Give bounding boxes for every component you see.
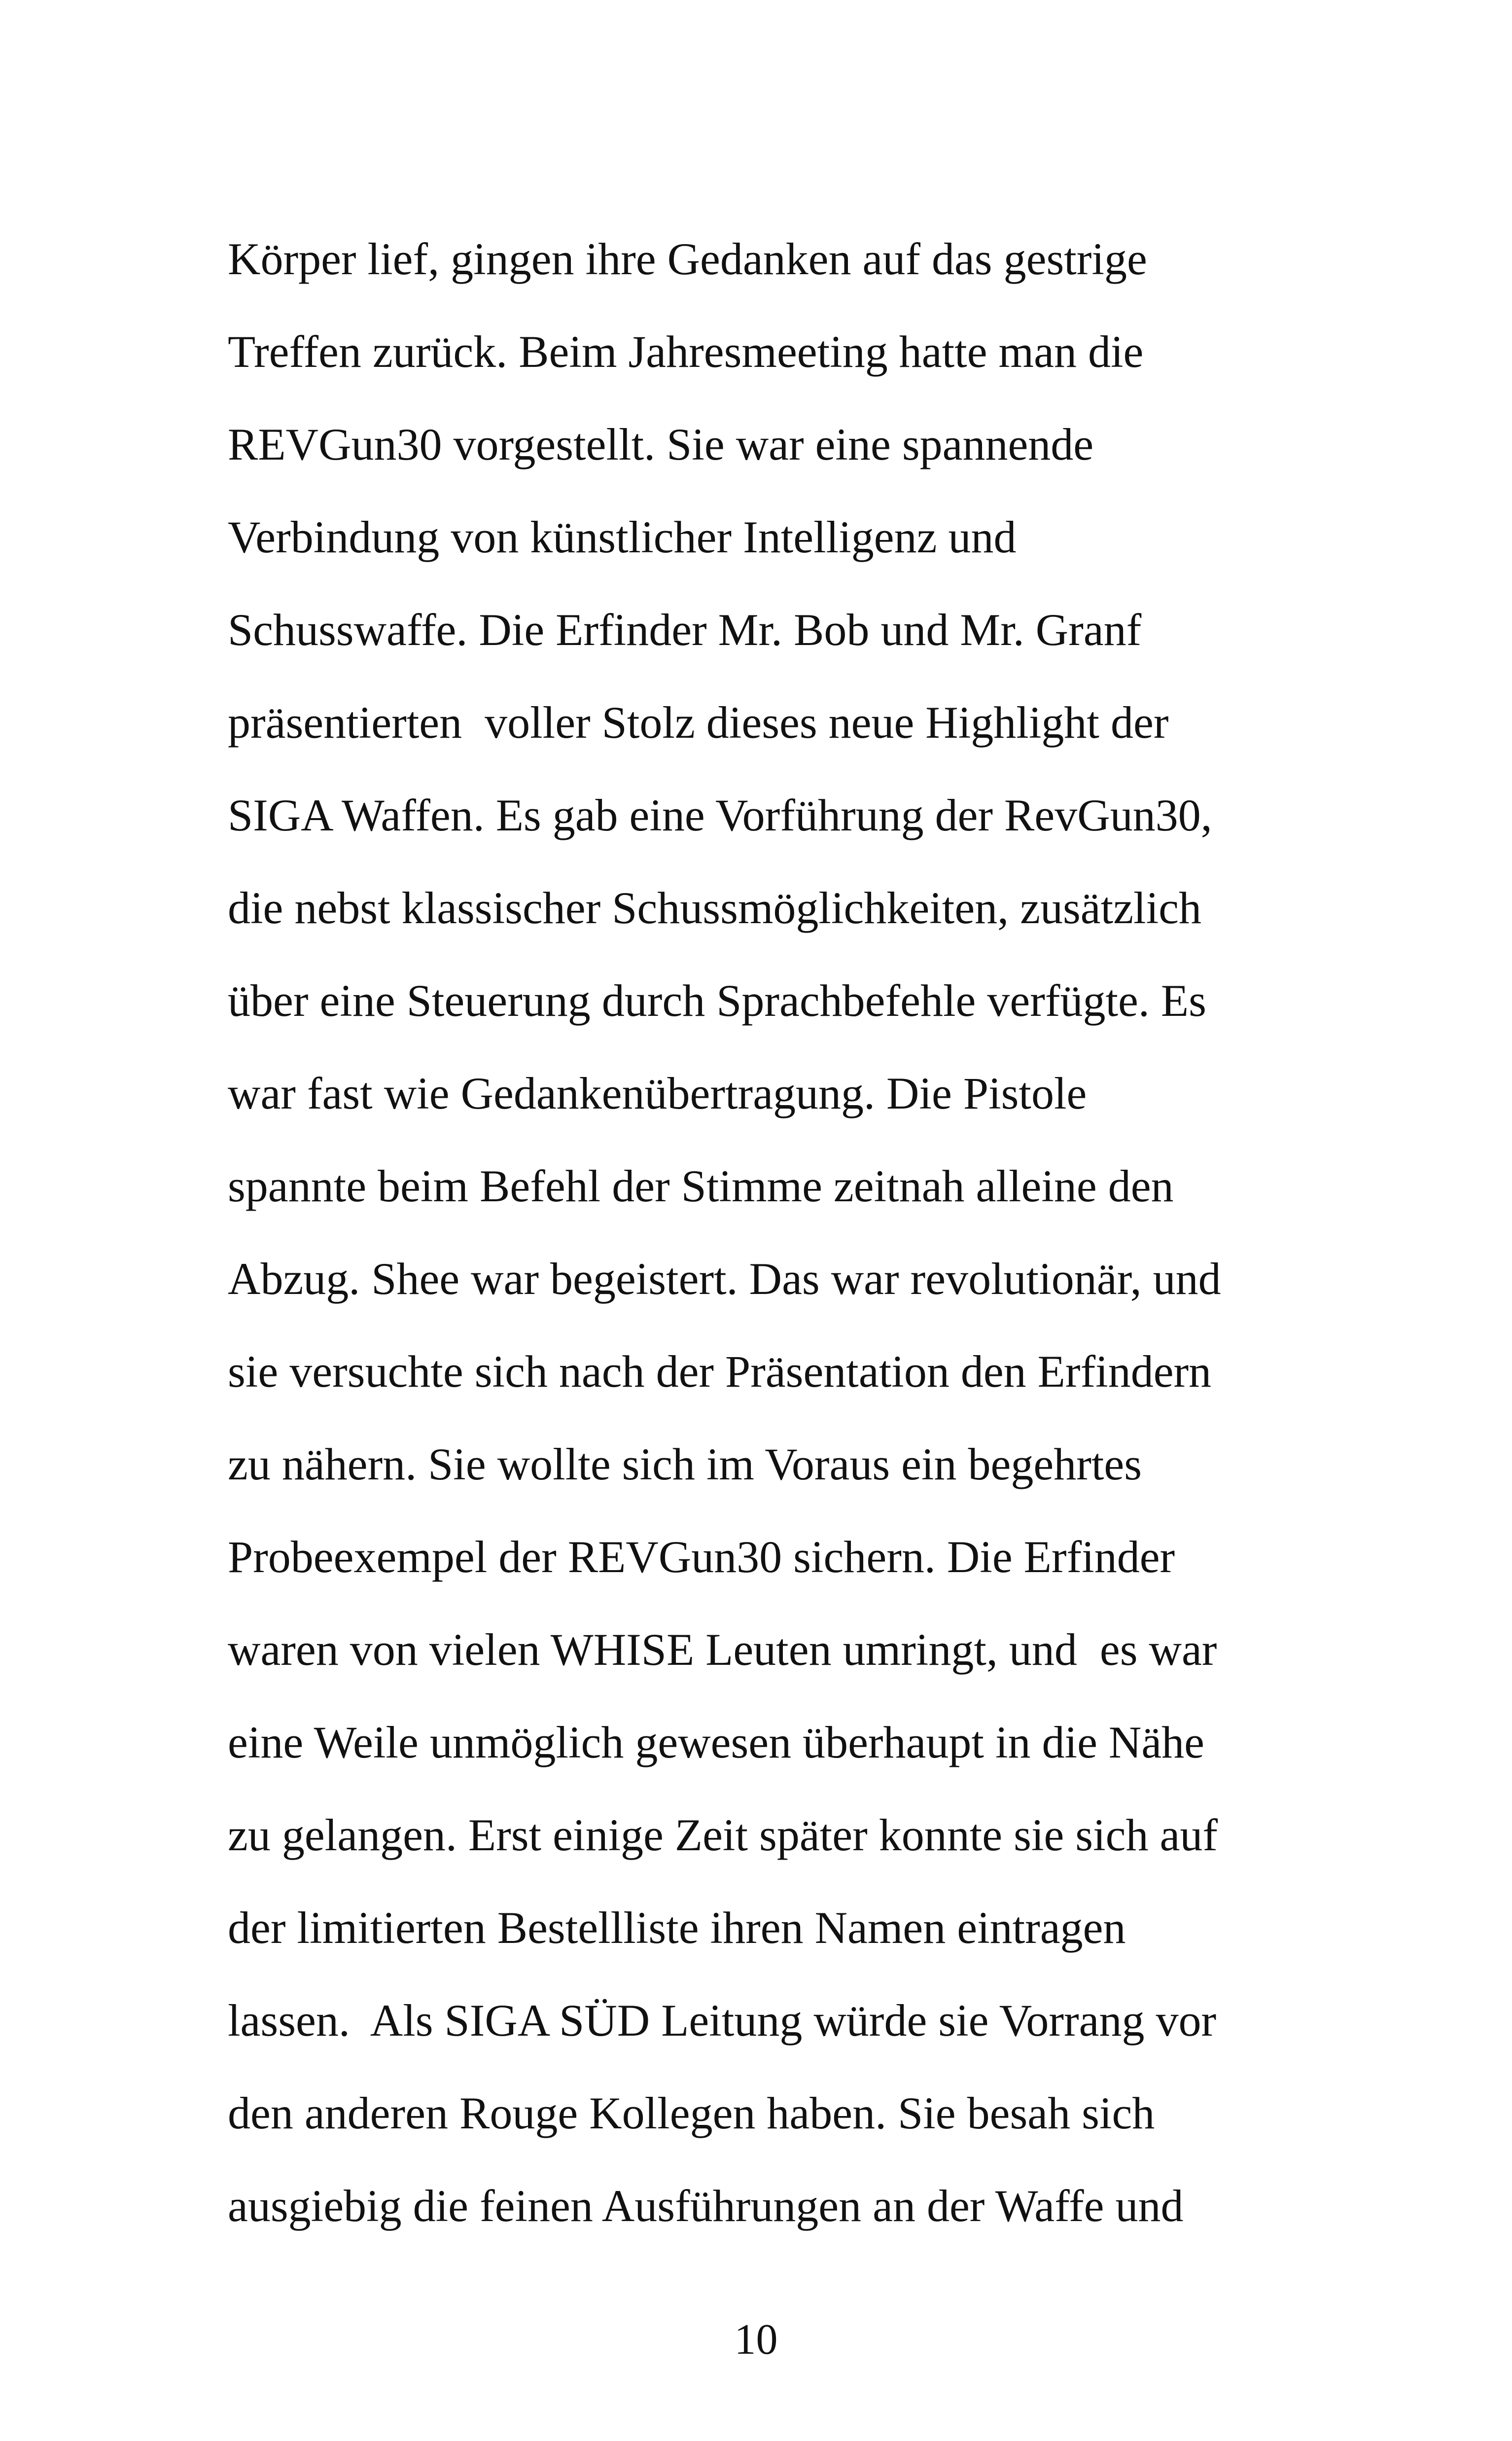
text-line: spannte beim Befehl der Stimme zeitnah alleine den — [228, 1161, 1174, 1211]
body-text — [228, 227, 1411, 2266]
text-line: der limitierten Bestellliste ihren Namen eintragen — [228, 1903, 1126, 1953]
text-line: lassen. Als SIGA SÜD Leitung würde sie Vorrang vor — [228, 1995, 1217, 2046]
text-line: Schusswaffe. Die Erfinder Mr. Bob und Mr. Granf — [228, 605, 1142, 655]
text-line: Probeexempel der REVGun30 sichern. Die Erfinder — [228, 1532, 1175, 1582]
text-line: über eine Steuerung durch Sprachbefehle verfügte. Es — [228, 975, 1206, 1026]
text-line: Abzug. Shee war begeistert. Das war revolutionär, und — [228, 1254, 1221, 1304]
text-line: Treffen zurück. Beim Jahresmeeting hatte man die — [228, 326, 1144, 377]
text-line: ausgiebig die feinen Ausführungen an der Waffe und — [228, 2181, 1184, 2231]
text-line: zu gelangen. Erst einige Zeit später konnte sie sich auf — [228, 1810, 1218, 1860]
text-line: SIGA Waffen. Es gab eine Vorführung der RevGun30, — [228, 790, 1212, 840]
text-line: präsentierten voller Stolz dieses neue Highlight der — [228, 697, 1169, 748]
text-line: Verbindung von künstlicher Intelligenz und — [228, 512, 1017, 562]
text-line: die nebst klassischer Schussmöglichkeiten, zusätzlich — [228, 883, 1201, 933]
text-line: den anderen Rouge Kollegen haben. Sie besah sich — [228, 2088, 1155, 2138]
text-line: war fast wie Gedankenübertragung. Die Pistole — [228, 1068, 1087, 1118]
text-line: REVGun30 vorgestellt. Sie war eine spannende — [228, 419, 1094, 469]
text-line: waren von vielen WHISE Leuten umringt, und es war — [228, 1624, 1217, 1675]
text-line: sie versuchte sich nach der Präsentation den Erfindern — [228, 1346, 1212, 1397]
text-line: eine Weile unmöglich gewesen überhaupt in die Nähe — [228, 1717, 1205, 1767]
page-number: 10 — [734, 2316, 778, 2364]
text-line: Körper lief, gingen ihre Gedanken auf das gestrige — [228, 234, 1147, 284]
text-line: zu nähern. Sie wollte sich im Voraus ein begehrtes — [228, 1439, 1142, 1489]
